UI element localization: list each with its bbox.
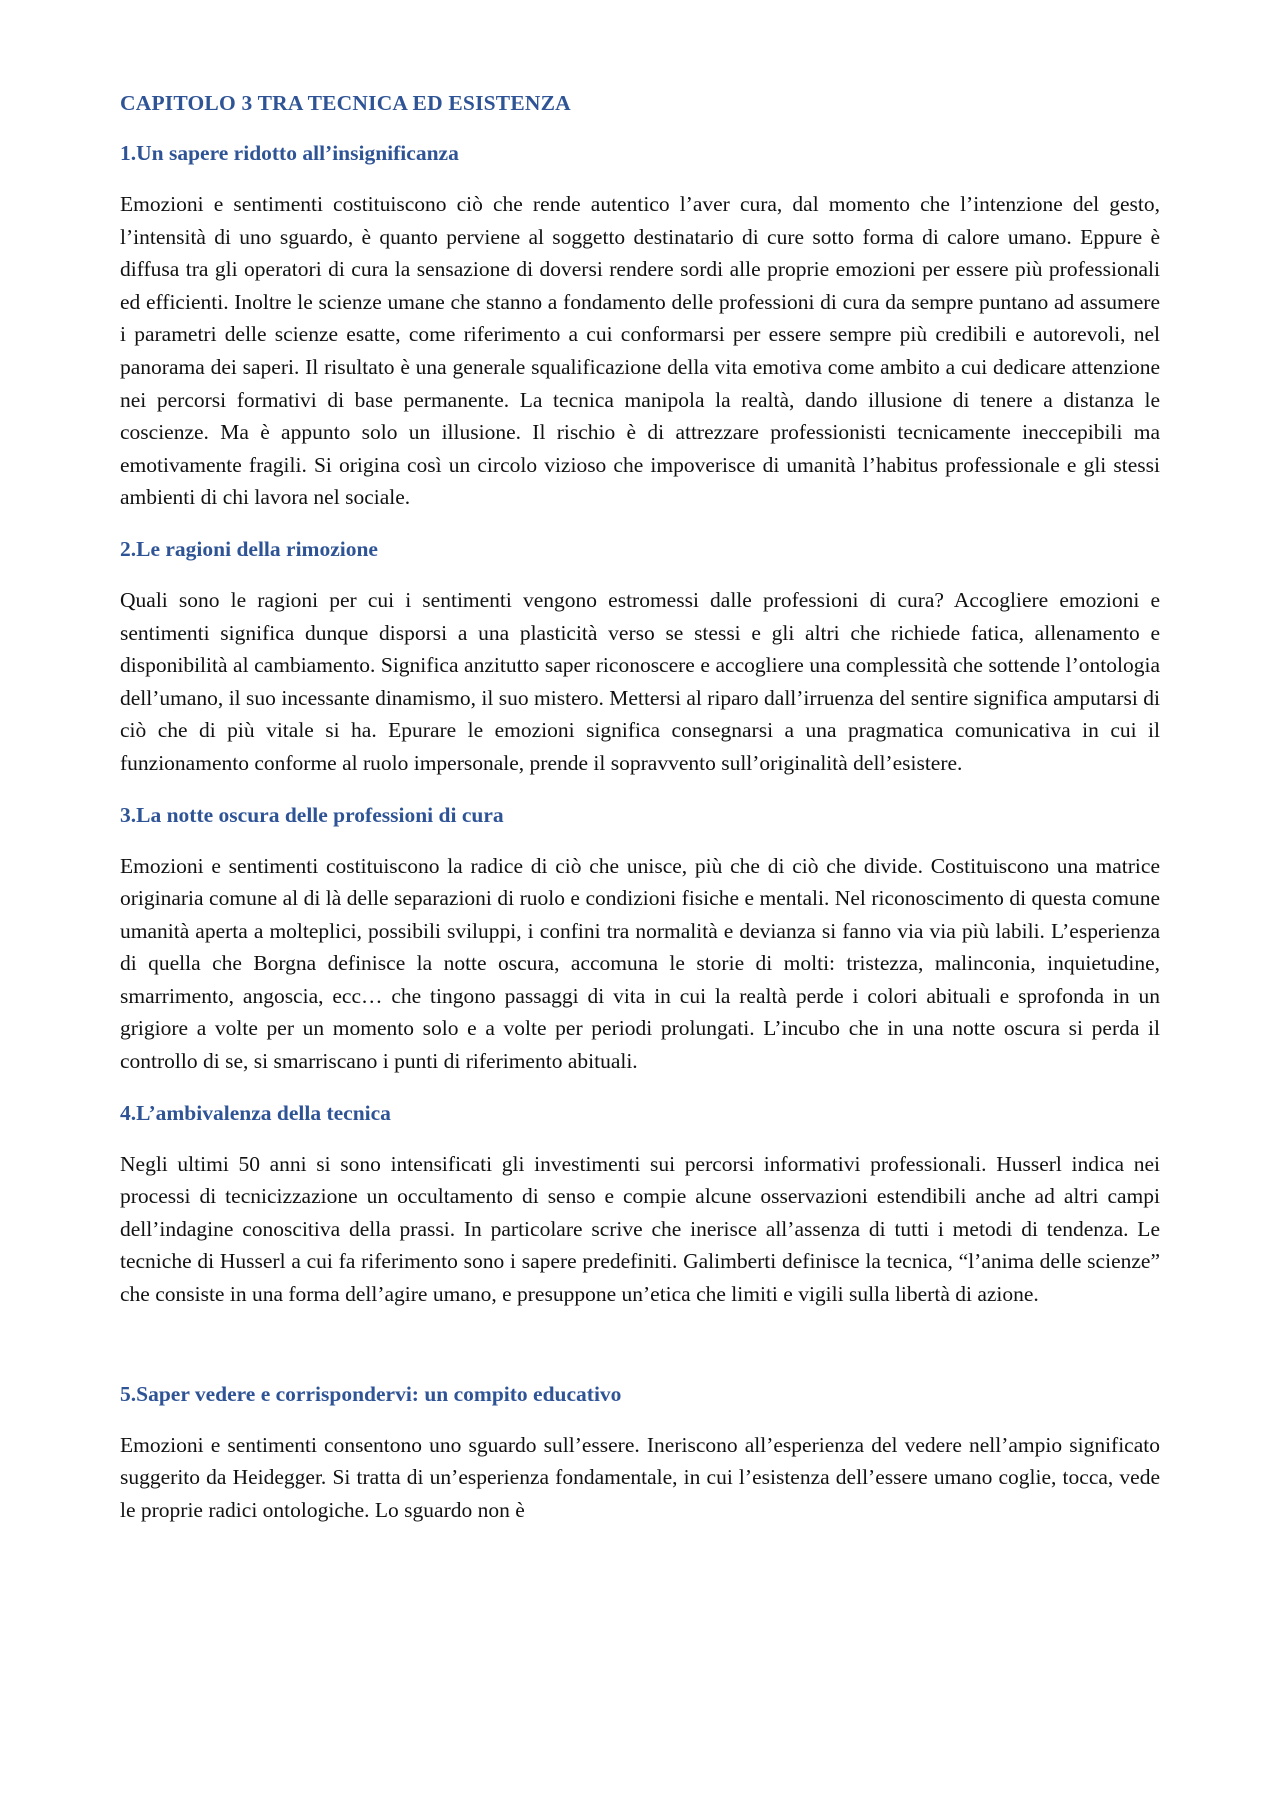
section-5 [120, 1379, 1160, 1527]
section-heading: 2.Le ragioni della rimozione [120, 536, 378, 561]
section-1 [120, 138, 1160, 514]
section-4 [120, 1098, 1160, 1311]
section-3 [120, 800, 1160, 1078]
section-heading: 1.Un sapere ridotto all’insignificanza [120, 141, 459, 165]
section-paragraph: Emozioni e sentimenti costituiscono la radice di ciò che unisce, più che di ciò che divide. Costituiscono una matrice originaria comune al di là delle separazioni di ruolo e condizioni fisiche e mentali. Nel riconoscimento di questa comune umanità aperta a molteplici, possibili sviluppi, i confini tra normalità e devianza si fanno via via più labili. L’esperienza di quella che Borgna definisce la notte oscura, accomuna le storie di molti: tristezza, malinconia, inquietudine, smarrimento, angoscia, ecc… che tingono passaggi di vita in cui la realtà perde i colori abituali e sprofonda in un grigiore a volte per un momento solo e a volte per periodi prolungati. L’incubo che in una notte oscura si perda il controllo di se, si smarriscano i punti di riferimento abituali. [120, 853, 1160, 1074]
section-heading: 4.L’ambivalenza della tecnica [120, 1100, 391, 1125]
chapter-title: CAPITOLO 3 TRA TECNICA ED ESISTENZA [120, 91, 571, 115]
section-paragraph: Quali sono le ragioni per cui i sentimenti vengono estromessi dalle professioni di cura? Accogliere emozioni e sentimenti significa dunque disporsi a una plasticità verso se stessi e gli altri che richiede fatica, allenamento e disponibilità al cambiamento. Significa anzitutto saper riconoscere e accogliere una complessità che sottende l’ontologia dell’umano, il suo incessante dinamismo, il suo mistero. Mettersi al riparo dall’irruenza del sentire significa amputarsi di ciò che di più vitale si ha. Epurare le emozioni significa consegnarsi a una pragmatica comunicativa in cui il funzionamento conforme al ruolo impersonale, prende il sopravvento sull’originalità dell’esistere. [120, 587, 1160, 775]
section-paragraph: Emozioni e sentimenti consentono uno sguardo sull’essere. Ineriscono all’esperienza del vedere nell’ampio significato suggerito da Heidegger. Si tratta di un’esperienza fondamentale, in cui l’esistenza dell’essere umano coglie, tocca, vede le proprie radici ontologiche. Lo sguardo non è [120, 1432, 1160, 1522]
blank-spacer [120, 1331, 1160, 1379]
section-paragraph: Negli ultimi 50 anni si sono intensificati gli investimenti sui percorsi informativi professionali. Husserl indica nei processi di tecnicizzazione un occultamento di senso e compie alcune osservazioni estendibili anche ad altri campi dell’indagine conoscitiva della prassi. In particolare scrive che inerisce all’assenza di tutti i metodi di tendenza. Le tecniche di Husserl a cui fa riferimento sono i sapere predefiniti. Galimberti definisce la tecnica, “l’anima delle scienze” che consiste in una forma dell’agire umano, e presuppone un’etica che limiti e vigili sulla libertà di azione. [120, 1151, 1160, 1307]
section-2 [120, 534, 1160, 780]
document-page [120, 88, 1160, 1546]
section-paragraph: Emozioni e sentimenti costituiscono ciò che rende autentico l’aver cura, dal momento che l’intenzione del gesto, l’intensità di uno sguardo, è quanto perviene al soggetto destinatario di cure sotto forma di calore umano. Eppure è diffusa tra gli operatori di cura la sensazione di doversi rendere sordi alle proprie emozioni per essere più professionali ed efficienti. Inoltre le scienze umane che stanno a fondamento delle professioni di cura da sempre puntano ad assumere i parametri delle scienze esatte, come riferimento a cui conformarsi per essere sempre più credibili e autorevoli, nel panorama dei saperi. Il risultato è una generale squalificazione della vita emotiva come ambito a cui dedicare attenzione nei percorsi formativi di base permanente. La tecnica manipola la realtà, dando illusione di tenere a distanza le coscienze. Ma è appunto solo un illusione. Il rischio è di attrezzare professionisti tecnicamente ineccepibili ma emotivamente fragili. Si origina così un circolo vizioso che impoverisce di umanità l’habitus professionale e gli stessi ambienti di chi lavora nel sociale. [120, 192, 1160, 510]
section-heading: 3.La notte oscura delle professioni di cura [120, 802, 504, 827]
section-heading: 5.Saper vedere e corrispondervi: un compito educativo [120, 1381, 622, 1406]
